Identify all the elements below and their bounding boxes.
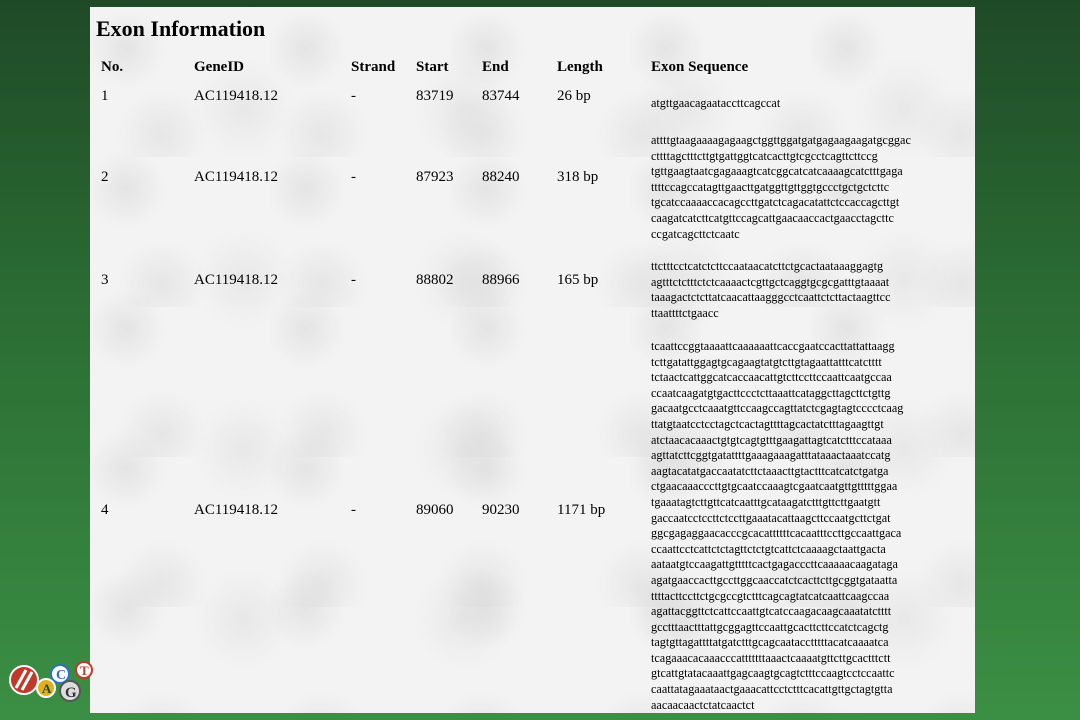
row-start: 83719 bbox=[416, 88, 454, 104]
exon-info-panel bbox=[90, 7, 975, 713]
row-end: 90230 bbox=[482, 502, 520, 518]
dna-logo bbox=[8, 660, 93, 710]
row-strand: - bbox=[351, 88, 356, 104]
row-geneid: AC119418.12 bbox=[194, 502, 279, 518]
row-geneid: AC119418.12 bbox=[194, 169, 279, 185]
page-title: Exon Information bbox=[96, 16, 266, 41]
row-sequence: atgttgaacagaataccttcagccat bbox=[651, 96, 781, 110]
row-length: 165 bp bbox=[557, 272, 599, 288]
row-end: 88240 bbox=[482, 169, 520, 185]
row-sequence: ttctttcctcatctcttccaataacatcttctgcactaataaaggagtg agtttctctttctctcaaaactcgttgctcaggtgcgcgatttgtaaaat taaagactctcttatcaacattaagggcctcaattctcttactaagttcc ttaattttctgaacc bbox=[651, 259, 891, 320]
row-geneid: AC119418.12 bbox=[194, 88, 279, 104]
row-start: 89060 bbox=[416, 502, 454, 518]
row-start: 87923 bbox=[416, 169, 454, 185]
row-no: 4 bbox=[101, 502, 109, 518]
col-header-end: End bbox=[482, 59, 509, 75]
row-no: 1 bbox=[101, 88, 109, 104]
row-strand: - bbox=[351, 272, 356, 288]
row-sequence: tcaattccggtaaaattcaaaaaattcaccgaatccacttattattaagg tcttgatattggagtgcagaagtatgtcttgtagaattatttcatctttt tctaactcattggcatcaccaacattgtcttccttccaattcaatgccaa ccaatcaagatgtgacttccctcttaaattcataggcttagcttctgttg gacaatgcctcaaatgttccaagccagttatctcgagtagtcccctcaag ttatgtaatcctcctagctcactagttttagcactatctttagaagttgt atctaacacaaactgtgtcagtgtttgaagattagtcatctttccataaa agttatcttcggtgatattttgaaagaaagatttataaactaaatccatg aagtacatatgaccaatatcttctaaacttgtactttcatcatctgatga ctgaacaaacccttgtgcaatccaaagtcgaatcaatgttgtttttggaa tgaaatagtcttgttcatcaatttgcataagatctttgttcttgaatgtt gaccaatcctccttctccttgaaatacattaagcttccaatgcttctgat ggcgagaggaacacccgcacattttttcacaatttccttgccaattgaca ccaattcctcattctctagttctctgtcattctcaaaagctaattgacta aataatgtccaagattgtttttcactgagacccttcaaaaacaagataga agatgaaccacttgccttggcaaccatctcacttcttgcggtgataatta ttttacttccttctgcgccgtctttcagcagtatcatcaattcaagccaa agattacggttctcattccaattgtcatccaagacaagcaaatatctttt gcctttaactttattgcggagttccaattgcacttcttccatctcagctg tagtgttagattttatgatctttgcagcaatacctttttacatcaaaatca tcagaaacacaaacccatttttttaaactcaaaatgttcttgcactttctt gtcattgtatacaaattgagcaagtgcagtctttccaagtcctccaattc caattatagaaataactgaaacattcctctttcacattgttgctagtgtta aacaacaactctatcaactct bbox=[651, 339, 904, 712]
row-strand: - bbox=[351, 169, 356, 185]
row-no: 2 bbox=[101, 169, 109, 185]
row-sequence: attttgtaagaaaagagaagctggttggatgatgagaagaagatgcggac cttttagctttcttgtgattggtcatcacttgtcgcctcagttcttccg tgttgaagtaatcgagaaagtcatcggcatcatcaaaagcatctttgaga ttttccagccatagttgaacttgatggttgttggtgccctgctgctcttc tgcatccaaaaccacagccttgatctcagacatattctccaccagcttgt caagatcatcttcatgttccagcattgaacaaccactgaacctagcttc ccgatcagcttctcaatc bbox=[651, 133, 911, 241]
row-start: 88802 bbox=[416, 272, 454, 288]
logo-letter-c: C bbox=[56, 668, 67, 683]
col-header-start: Start bbox=[416, 59, 449, 75]
row-length: 1171 bp bbox=[557, 502, 606, 518]
logo-letter-a: A bbox=[42, 681, 52, 696]
col-header-length: Length bbox=[557, 59, 603, 75]
row-end: 88966 bbox=[482, 272, 520, 288]
row-strand: - bbox=[351, 502, 356, 518]
row-length: 318 bp bbox=[557, 169, 599, 185]
col-header-geneid: GeneID bbox=[194, 59, 244, 75]
logo-helix-circle bbox=[10, 666, 38, 694]
logo-letter-t: T bbox=[80, 663, 89, 678]
row-geneid: AC119418.12 bbox=[194, 272, 279, 288]
row-no: 3 bbox=[101, 272, 109, 288]
row-end: 83744 bbox=[482, 88, 520, 104]
logo-letter-g: G bbox=[65, 685, 77, 701]
col-header-sequence: Exon Sequence bbox=[651, 59, 749, 75]
col-header-strand: Strand bbox=[351, 59, 396, 75]
col-header-no: No. bbox=[101, 59, 124, 75]
row-length: 26 bp bbox=[557, 88, 591, 104]
